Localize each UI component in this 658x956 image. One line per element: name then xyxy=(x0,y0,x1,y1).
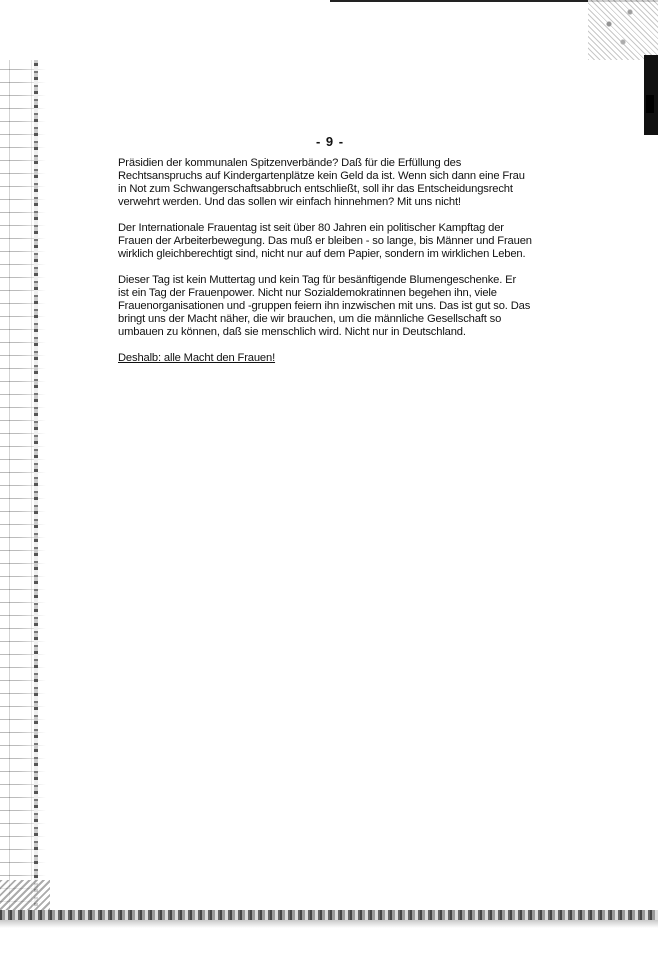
text-line: umbauen zu können, daß sie menschlich wird. Nicht nur in Deutschland. xyxy=(118,326,466,338)
text-line: Präsidien der kommunalen Spitzenverbände? Daß für die Erfüllung des xyxy=(118,157,462,169)
scan-artifact-top-right xyxy=(588,0,658,60)
text-line: Rechtsanspruchs auf Kindergartenplätze kein Geld da ist. Wenn sich dann eine Frau xyxy=(118,170,525,182)
text-line: Frauen der Arbeiterbewegung. Das muß er bleiben - so lange, bis Männer und Frauen xyxy=(118,235,532,247)
paragraph xyxy=(118,157,558,209)
text-line: ist ein Tag der Frauenpower. Nicht nur Sozialdemokratinnen begehen ihn, viele xyxy=(118,287,497,299)
text-line: Dieser Tag ist kein Muttertag und kein Tag für besänftigende Blumengeschenke. Er xyxy=(118,274,517,286)
text-line: Frauenorganisationen und -gruppen feiern ihn inzwischen mit uns. Das ist gut so. Das xyxy=(118,300,531,312)
scan-artifact-left-strip xyxy=(34,60,38,920)
scan-artifact-bottom-edge xyxy=(0,910,658,920)
text-line: wirklich gleichberechtigt sind, nicht nur auf dem Papier, sondern im wirklichen Leben. xyxy=(118,248,526,260)
text-line: bringt uns der Macht näher, die wir brauchen, um die männliche Gesellschaft so xyxy=(118,313,502,325)
paragraph xyxy=(118,274,558,339)
closing-statement: Deshalb: alle Macht den Frauen! xyxy=(118,352,276,364)
body-text xyxy=(118,157,558,365)
text-line: in Not zum Schwangerschaftsabbruch entschließt, soll ihr das Entscheidungsrecht xyxy=(118,183,513,195)
paragraph xyxy=(118,222,558,261)
text-line: Der Internationale Frauentag ist seit über 80 Jahren ein politischer Kampftag der xyxy=(118,222,504,234)
text-line: verwehrt werden. Und das sollen wir einfach hinnehmen? Mit uns nicht! xyxy=(118,196,461,208)
scan-artifact-right-mark xyxy=(646,95,654,113)
scan-artifact-left-edge xyxy=(0,60,46,920)
page-number: - 9 - xyxy=(315,134,345,149)
